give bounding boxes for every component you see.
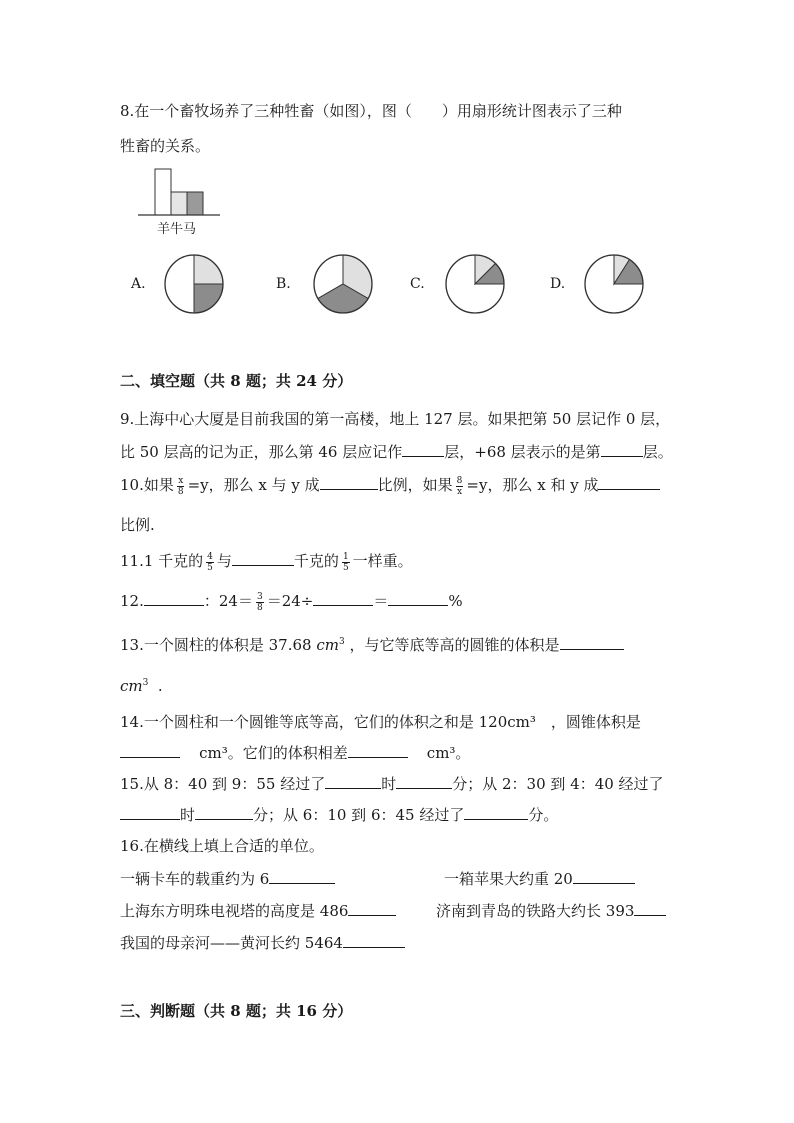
q15-text-3: 分；从 2：30 到 4：40 经过了 — [452, 775, 664, 793]
q10-text-1: 10.如果 — [120, 476, 174, 494]
q12-blank-3[interactable] — [388, 591, 448, 606]
q8-line1: 8.在一个畜牧场养了三种牲畜（如图），图（ ）用扇形统计图表示了三种 — [120, 102, 622, 120]
q13-line2 — [120, 677, 163, 695]
q12-blank-2[interactable] — [313, 591, 373, 606]
q16-item-b-text: 一箱苹果大约重 20 — [444, 870, 573, 888]
q16-item-a-text: 一辆卡车的载重约为 6 — [120, 870, 270, 888]
q16-blank-b[interactable] — [573, 869, 635, 884]
q16-item-d — [436, 900, 666, 921]
q10-fraction-1-num: x — [178, 475, 184, 486]
q11-text-3: 千克的 — [293, 552, 339, 570]
q10-blank-2[interactable] — [598, 475, 660, 490]
pie-option-b — [311, 252, 375, 316]
q10-fraction-2 — [456, 476, 464, 497]
q13-line2-unit: cm — [120, 677, 143, 695]
q10-blank-1[interactable] — [320, 475, 378, 490]
pie-option-d — [582, 252, 646, 316]
q16-blank-d[interactable] — [634, 901, 666, 916]
q11-fraction-2-den: 5 — [342, 562, 349, 573]
q15-text-4: 时 — [180, 806, 196, 824]
q9-line2 — [120, 441, 673, 462]
bar-horse — [187, 192, 203, 215]
q12-fraction-num: 3 — [256, 591, 263, 602]
q13-unit: cm — [316, 636, 339, 654]
q13-text-2: ，与它等底等高的圆锥的体积是 — [349, 636, 560, 654]
q14-text-b: cm³。 — [426, 744, 471, 762]
q14-blank-1[interactable] — [120, 743, 180, 758]
q11-fraction-1-den: 5 — [207, 562, 213, 573]
q16-blank-e[interactable] — [343, 933, 405, 948]
q15-text-6: 分。 — [528, 806, 559, 824]
q11-fraction-1-num: 4 — [207, 551, 213, 562]
q10-text-2: =y，那么 x 与 y 成 — [187, 476, 320, 494]
q11-text-4: 一样重。 — [352, 552, 413, 570]
q13-line2-unit-exp: 3 — [142, 678, 149, 688]
q12-text-2: ：24＝ — [203, 592, 253, 610]
q12-text-4: ＝ — [373, 592, 389, 610]
q15-text-5: 分；从 6：10 到 6：45 经过了 — [253, 806, 465, 824]
q12-blank-1[interactable] — [144, 591, 204, 606]
q14-line2 — [120, 742, 470, 763]
q11-text-1: 11.1 千克的 — [120, 552, 204, 570]
pie-option-c — [443, 252, 507, 316]
bar-chart-label: 羊牛马 — [157, 222, 197, 237]
option-c-label: C. — [410, 276, 425, 292]
option-a-label: A. — [131, 276, 146, 292]
q10-text-4: =y，那么 x 和 y 成 — [466, 476, 599, 494]
q10-fraction-1-den: 8 — [177, 486, 184, 497]
bar-cattle — [171, 192, 187, 215]
q9-text-c: 层。 — [642, 443, 673, 461]
option-b-label: B. — [276, 276, 291, 292]
q12-text-5: % — [448, 592, 463, 610]
q16-blank-a[interactable] — [269, 869, 335, 884]
q10-fraction-2-den: x — [457, 486, 463, 497]
q9-blank-1[interactable] — [402, 442, 444, 457]
q12-text-3: ＝24÷ — [266, 592, 314, 610]
q16-item-a — [120, 868, 335, 889]
q13-unit-exp: 3 — [338, 637, 345, 647]
q16-item-c — [120, 900, 396, 921]
q10-fraction-1 — [177, 476, 185, 497]
q9-text-b: 层，+68 层表示的是第 — [444, 443, 601, 461]
q16-title: 16.在横线上填上合适的单位。 — [120, 837, 324, 855]
q13-text-1: 13.一个圆柱的体积是 37.68 — [120, 636, 312, 654]
q10-fraction-2-num: 8 — [456, 475, 463, 486]
q14-text-a: cm³。它们的体积相差 — [199, 744, 348, 762]
q8-line2: 牲畜的关系。 — [120, 137, 211, 155]
q15-blank-2[interactable] — [396, 774, 452, 789]
q11-fraction-2 — [342, 552, 350, 573]
q15-blank-5[interactable] — [464, 805, 528, 820]
q9-blank-2[interactable] — [601, 442, 643, 457]
q15-line1 — [120, 773, 664, 794]
q13-line1 — [120, 634, 624, 655]
q16-item-e — [120, 932, 405, 953]
q11-fraction-2-num: 1 — [342, 551, 349, 562]
q16-item-e-text: 我国的母亲河——黄河长约 5464 — [120, 934, 343, 952]
q15-line2 — [120, 804, 558, 825]
bar-sheep — [155, 169, 171, 215]
section3-title: 三、判断题（共 8 题；共 16 分） — [120, 1002, 353, 1020]
q16-item-d-text: 济南到青岛的铁路大约长 393 — [436, 902, 635, 920]
q11-fraction-1 — [206, 552, 214, 573]
option-d-label: D. — [550, 276, 566, 292]
q16-blank-c[interactable] — [348, 901, 396, 916]
q10-line1 — [120, 474, 660, 497]
q16-item-b — [444, 868, 635, 889]
q14-line1: 14.一个圆柱和一个圆锥等底等高，它们的体积之和是 120cm³ ，圆锥体积是 — [120, 713, 641, 731]
q15-text-1: 15.从 8：40 到 9：55 经过了 — [120, 775, 326, 793]
q15-text-2: 时 — [381, 775, 397, 793]
q11-text-2: 与 — [216, 552, 232, 570]
q9-text-a: 比 50 层高的记为正，那么第 46 层应记作 — [120, 443, 403, 461]
section2-title: 二、填空题（共 8 题；共 24 分） — [120, 372, 353, 390]
q12-fraction-den: 8 — [256, 602, 263, 613]
q14-blank-2[interactable] — [348, 743, 408, 758]
q10-line2: 比例. — [120, 516, 155, 534]
q15-blank-1[interactable] — [325, 774, 381, 789]
q13-line2-end: . — [157, 677, 163, 695]
q9-line1: 9.上海中心大厦是目前我国的第一高楼，地上 127 层。如果把第 50 层记作 0 层， — [120, 410, 671, 428]
q12-fraction — [256, 592, 264, 613]
q11-line — [120, 550, 413, 573]
pie-slice-0 — [165, 255, 194, 313]
pie-option-a — [162, 252, 226, 316]
q16-item-c-text: 上海东方明珠电视塔的高度是 486 — [120, 902, 349, 920]
q15-blank-4[interactable] — [195, 805, 253, 820]
q15-blank-3[interactable] — [120, 805, 180, 820]
q12-text-1: 12. — [120, 592, 144, 610]
q11-blank[interactable] — [232, 551, 294, 566]
q12-line — [120, 590, 463, 613]
q13-blank[interactable] — [560, 635, 624, 650]
q10-text-3: 比例，如果 — [377, 476, 453, 494]
